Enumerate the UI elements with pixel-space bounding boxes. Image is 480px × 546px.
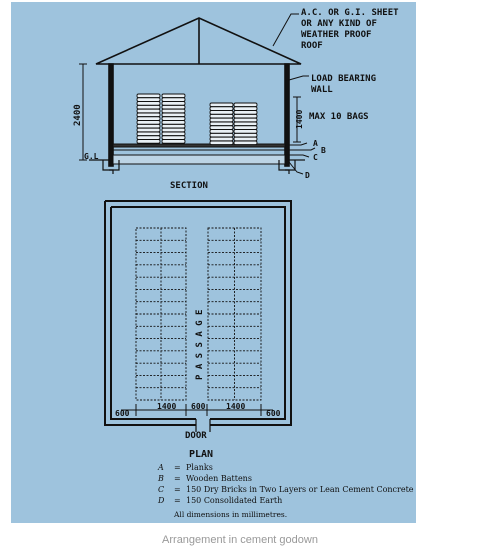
marker-a: A xyxy=(313,139,318,148)
height-2400-label: 2400 xyxy=(73,104,83,126)
legend-desc-b: Wooden Battens xyxy=(186,474,252,483)
wall-label-1: LOAD BEARING xyxy=(311,74,377,84)
plan-title: PLAN xyxy=(189,449,214,460)
roof-label-1: A.C. OR G.I. SHEET xyxy=(301,8,399,18)
figure-caption: Arrangement in cement godown xyxy=(162,534,318,546)
dim-600-left: 600 xyxy=(115,409,130,418)
dim-1400-left: 1400 xyxy=(157,402,177,411)
roof-label-2: OR ANY KIND OF xyxy=(301,19,377,29)
roof-label-4: ROOF xyxy=(301,41,323,51)
roof xyxy=(96,18,301,64)
legend-desc-d: 150 Consolidated Earth xyxy=(186,496,283,505)
svg-text:=: = xyxy=(174,463,181,472)
legend-desc-c: 150 Dry Bricks in Two Layers or Lean Cement Concrete xyxy=(186,485,414,494)
dim-600-right: 600 xyxy=(266,409,281,418)
legend xyxy=(157,463,414,519)
marker-c: C xyxy=(313,153,318,162)
svg-text:=: = xyxy=(174,496,181,505)
marker-d: D xyxy=(305,171,310,180)
dim-1400-right: 1400 xyxy=(226,402,246,411)
wall-label-2: WALL xyxy=(311,85,333,95)
bag-stacks xyxy=(137,94,257,145)
left-wall xyxy=(109,64,113,166)
legend-key-b: B xyxy=(158,474,164,483)
gl-label: G.L xyxy=(84,152,99,161)
max-bags-label: MAX 10 BAGS xyxy=(309,112,369,122)
section-title: SECTION xyxy=(170,181,208,191)
legend-desc-a: Planks xyxy=(186,463,213,472)
floor-layers xyxy=(113,144,285,164)
passage-label: P A S S A G E xyxy=(195,309,205,380)
svg-text:=: = xyxy=(174,474,181,483)
roof-label-3: WEATHER PROOF xyxy=(301,30,372,40)
legend-key-d: D xyxy=(158,496,165,505)
godown-drawing xyxy=(11,2,416,523)
right-wall xyxy=(285,64,289,166)
dimensions-note: All dimensions in millimetres. xyxy=(174,510,288,519)
svg-text:=: = xyxy=(174,485,181,494)
height-1400-label: 1400 xyxy=(295,109,304,129)
legend-key-a: A xyxy=(158,463,164,472)
legend-key-c: C xyxy=(158,485,165,494)
marker-b: B xyxy=(321,146,326,155)
door-label: DOOR xyxy=(185,431,207,441)
dim-600-mid: 600 xyxy=(191,402,206,411)
